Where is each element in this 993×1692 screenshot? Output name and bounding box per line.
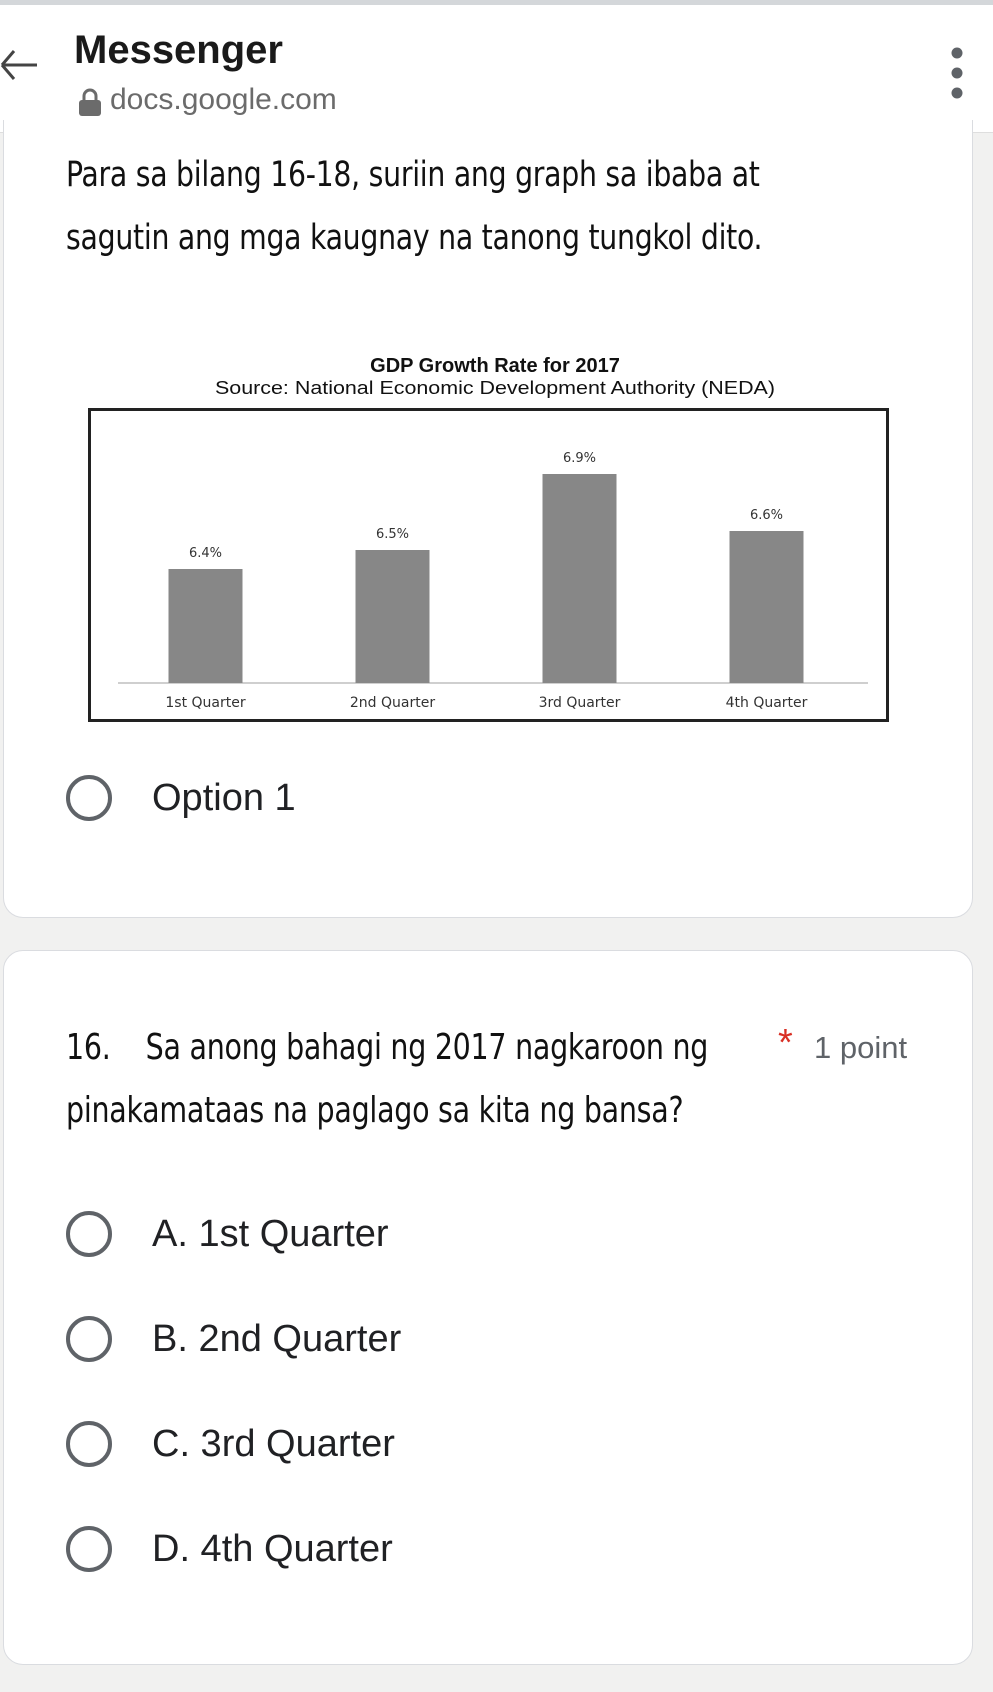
question-line-1 bbox=[66, 1027, 708, 1068]
question-text-1: Sa anong bahagi ng 2017 nagkaroon ng bbox=[145, 1027, 709, 1068]
browser-app-bar bbox=[0, 5, 993, 133]
radio-button[interactable] bbox=[66, 1316, 112, 1362]
chart-data-label: 6.6% bbox=[749, 508, 784, 523]
page-url: docs.google.com bbox=[110, 83, 337, 116]
chart-title: GDP Growth Rate for 2017 bbox=[370, 355, 620, 377]
back-arrow-icon[interactable] bbox=[0, 45, 40, 85]
radio-button[interactable] bbox=[66, 775, 112, 821]
chart-bar bbox=[169, 569, 243, 683]
chart-data-label: 6.5% bbox=[375, 527, 410, 542]
chart-data-label: 6.4% bbox=[188, 546, 223, 561]
chart-x-tick-label: 3rd Quarter bbox=[538, 695, 621, 711]
chart-x-tick-label: 4th Quarter bbox=[725, 695, 808, 711]
option-c-label: C. 3rd Quarter bbox=[152, 1423, 395, 1465]
gdp-bar-chart bbox=[88, 355, 903, 725]
radio-button[interactable] bbox=[66, 1526, 112, 1572]
chart-bar bbox=[730, 531, 804, 683]
question-line-2: pinakamataas na paglago sa kita ng bansa? bbox=[66, 1090, 684, 1131]
option-d-label: D. 4th Quarter bbox=[152, 1528, 393, 1570]
option-a-label: A. 1st Quarter bbox=[152, 1213, 389, 1255]
option-label: Option 1 bbox=[152, 777, 296, 819]
section-description-line-2: sagutin ang mga kaugnay na tanong tungkol dito. bbox=[66, 218, 763, 258]
app-title: Messenger bbox=[74, 28, 283, 72]
chart-bar bbox=[356, 550, 430, 683]
radio-button[interactable] bbox=[66, 1211, 112, 1257]
section-description-line-1: Para sa bilang 16-18, suriin ang graph sa ibaba at bbox=[66, 155, 760, 195]
gdp-chart-image bbox=[88, 355, 903, 725]
chart-subtitle: Source: National Economic Development Authority (NEDA) bbox=[215, 378, 775, 398]
option-b-label: B. 2nd Quarter bbox=[152, 1318, 402, 1360]
required-asterisk: * bbox=[778, 1022, 793, 1064]
radio-button[interactable] bbox=[66, 1421, 112, 1467]
chart-x-tick-label: 1st Quarter bbox=[165, 695, 246, 711]
more-options-icon[interactable] bbox=[944, 43, 970, 103]
lock-icon bbox=[77, 87, 103, 117]
question-points: 1 point bbox=[814, 1030, 908, 1065]
chart-x-tick-label: 2nd Quarter bbox=[349, 695, 436, 711]
question-number: 16. bbox=[66, 1027, 111, 1068]
chart-data-label: 6.9% bbox=[562, 451, 597, 466]
chart-bar bbox=[543, 474, 617, 683]
